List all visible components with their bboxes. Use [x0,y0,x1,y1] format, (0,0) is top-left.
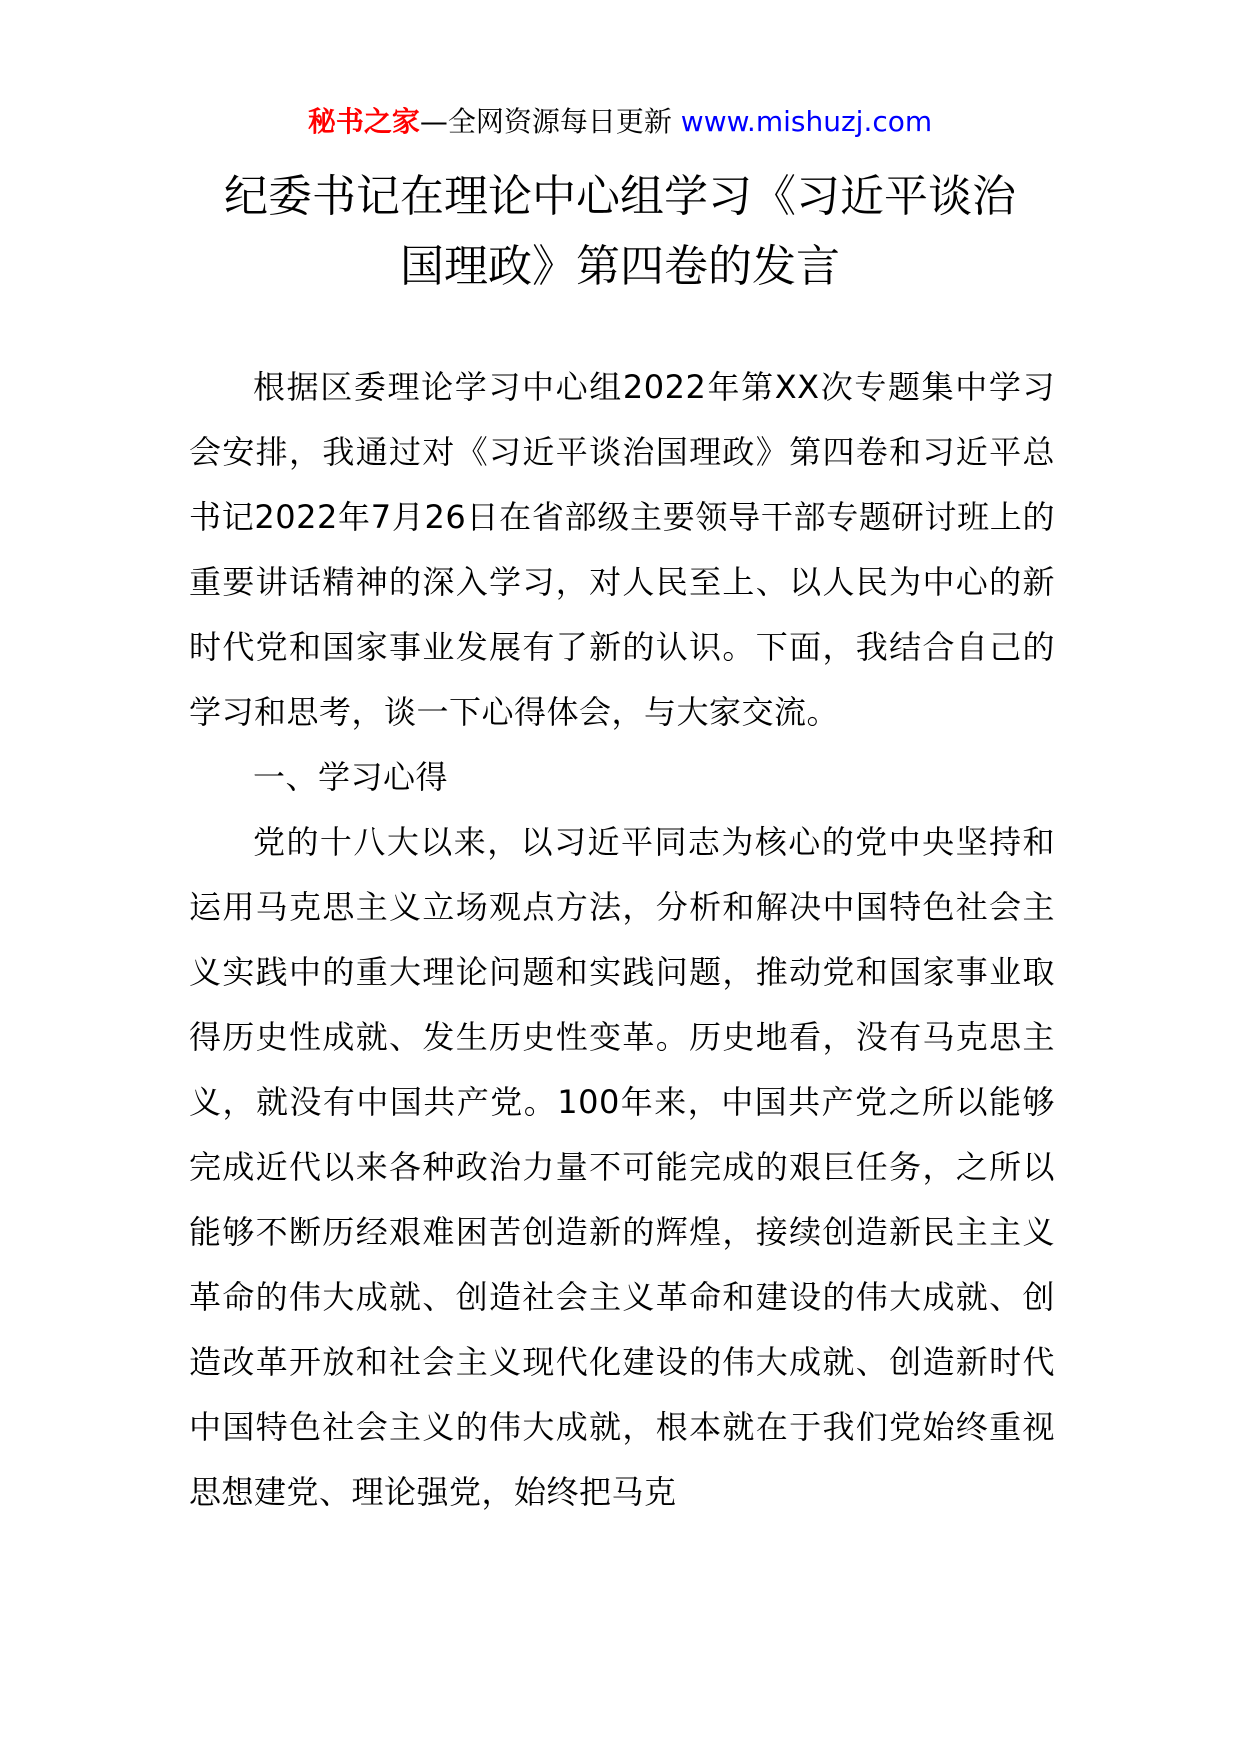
document-title-line-1: 纪委书记在理论中心组学习《习近平谈治 [224,171,1016,222]
document-body [189,355,1055,1525]
site-url-link[interactable]: www.mishuzj.com [680,105,933,138]
site-header [0,102,1240,142]
site-brand: 秘书之家 [307,105,420,138]
site-tagline: —全网资源每日更新 [419,105,672,138]
intro-paragraph: 根据区委理论学习中心组2022年第XX次专题集中学习会安排，我通过对《习近平谈治国理政》第四卷和习近平总书记2022年7月26日在省部级主要领导干部专题研讨班上的重要讲话精神的深入学习，对人民至上、以人民为中心的新时代党和国家事业发展有了新的认识。下面，我结合自己的学习和思考，谈一下心得体会，与大家交流。 [189,368,1055,731]
body-paragraph: 党的十八大以来，以习近平同志为核心的党中央坚持和运用马克思主义立场观点方法，分析和解决中国特色社会主义实践中的重大理论问题和实践问题，推动党和国家事业取得历史性成就、发生历史性变革。历史地看，没有马克思主义，就没有中国共产党。100年来，中国共产党之所以能够完成近代以来各种政治力量不可能完成的艰巨任务，之所以能够不断历经艰难困苦创造新的辉煌，接续创造新民主主义革命的伟大成就、创造社会主义革命和建设的伟大成就、创造改革开放和社会主义现代化建设的伟大成就、创造新时代中国特色社会主义的伟大成就，根本就在于我们党始终重视思想建党、理论强党，始终把马克 [189,823,1055,1511]
document-title-line-2: 国理政》第四卷的发言 [400,241,840,292]
section-heading: 一、学习心得 [253,758,449,796]
document-title [150,162,1090,302]
